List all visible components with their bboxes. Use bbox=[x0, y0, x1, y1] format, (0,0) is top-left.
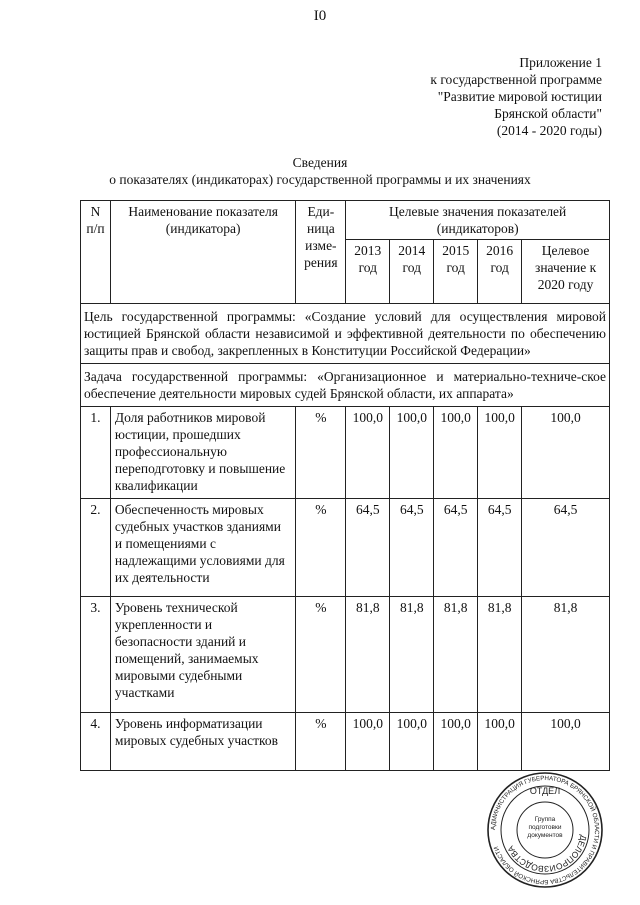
header-year-2014: 2014 год bbox=[390, 240, 434, 304]
indicators-table bbox=[80, 200, 610, 771]
appendix-line: (2014 - 2020 годы) bbox=[496, 123, 602, 138]
table-row bbox=[81, 407, 610, 499]
row-name: Доля работников мировой юстиции, прошедших профессиональную переподготовку и повышение квалификации bbox=[110, 407, 296, 499]
appendix-line: Брянской области" bbox=[494, 106, 602, 121]
stamp-ring-text: АДМИНИСТРАЦИЯ ГУБЕРНАТОРА БРЯНСКОЙ ОБЛАСТИ И ПРАВИТЕЛЬСТВА БРЯНСКОЙ ОБЛАСТИ bbox=[489, 774, 601, 886]
header-year-2015: 2015 год bbox=[434, 240, 478, 304]
row-value-2020: 64,5 bbox=[522, 499, 610, 597]
table-row bbox=[81, 597, 610, 713]
row-value-2013: 100,0 bbox=[346, 713, 390, 771]
header-num: N п/п bbox=[81, 201, 111, 304]
row-num: 1. bbox=[81, 407, 111, 499]
row-value-2016: 64,5 bbox=[478, 499, 522, 597]
appendix-line: Приложение 1 bbox=[519, 55, 602, 70]
row-unit: % bbox=[296, 499, 346, 597]
official-stamp bbox=[485, 770, 605, 890]
row-value-2020: 100,0 bbox=[522, 713, 610, 771]
program-task: Задача государственной программы: «Организационное и материально-техниче-ское обеспечение деятельности мировых судей Брянской области, их аппарата» bbox=[81, 364, 610, 407]
row-value-2016: 81,8 bbox=[478, 597, 522, 713]
document-title bbox=[0, 154, 640, 188]
header-targets: Целевые значения показателей (индикаторов) bbox=[346, 201, 610, 240]
program-goal: Цель государственной программы: «Создание условий для осуществления мировой юстицией Брянской области независимой и эффективной деятельности по обеспечению защиты прав и свобод, закрепленных в Конституции Российской Федерации» bbox=[81, 304, 610, 364]
row-unit: % bbox=[296, 597, 346, 713]
table-row bbox=[81, 713, 610, 771]
row-value-2015: 100,0 bbox=[434, 407, 478, 499]
header-target-2020: Целевое значение к 2020 году bbox=[522, 240, 610, 304]
header-year-2013: 2013 год bbox=[346, 240, 390, 304]
stamp-top-text: ОТДЕЛ bbox=[529, 786, 561, 796]
row-value-2020: 81,8 bbox=[522, 597, 610, 713]
row-value-2014: 81,8 bbox=[390, 597, 434, 713]
row-num: 3. bbox=[81, 597, 111, 713]
row-value-2014: 100,0 bbox=[390, 713, 434, 771]
row-value-2013: 81,8 bbox=[346, 597, 390, 713]
row-name: Уровень технической укрепленности и безопасности зданий и помещений, занимаемых мировыми судебными участками bbox=[110, 597, 296, 713]
row-num: 4. bbox=[81, 713, 111, 771]
row-unit: % bbox=[296, 713, 346, 771]
header-year-2016: 2016 год bbox=[478, 240, 522, 304]
appendix-line: к государственной программе bbox=[430, 72, 602, 87]
header-unit: Еди-ница изме-рения bbox=[296, 201, 346, 304]
appendix-line: "Развитие мировой юстиции bbox=[437, 89, 602, 104]
title-line: о показателях (индикаторах) государственной программы и их значениях bbox=[109, 172, 531, 187]
row-value-2014: 64,5 bbox=[390, 499, 434, 597]
row-name: Уровень информатизации мировых судебных участков bbox=[110, 713, 296, 771]
row-value-2013: 100,0 bbox=[346, 407, 390, 499]
row-value-2015: 100,0 bbox=[434, 713, 478, 771]
appendix-note bbox=[430, 54, 602, 139]
row-num: 2. bbox=[81, 499, 111, 597]
row-value-2016: 100,0 bbox=[478, 713, 522, 771]
row-value-2020: 100,0 bbox=[522, 407, 610, 499]
row-name: Обеспеченность мировых судебных участков зданиями и помещениями с надлежащими условиями для их деятельности bbox=[110, 499, 296, 597]
row-value-2014: 100,0 bbox=[390, 407, 434, 499]
row-value-2013: 64,5 bbox=[346, 499, 390, 597]
row-value-2015: 64,5 bbox=[434, 499, 478, 597]
row-value-2015: 81,8 bbox=[434, 597, 478, 713]
stamp-side-text: ДЕЛОПРОИЗВОДСТВА bbox=[505, 834, 589, 875]
row-unit: % bbox=[296, 407, 346, 499]
stamp-center-text: Группа подготовки документов bbox=[527, 816, 563, 839]
header-name: Наименование показателя (индикатора) bbox=[110, 201, 296, 304]
table-row bbox=[81, 499, 610, 597]
title-line: Сведения bbox=[292, 155, 348, 170]
page-number: I0 bbox=[313, 8, 327, 24]
row-value-2016: 100,0 bbox=[478, 407, 522, 499]
